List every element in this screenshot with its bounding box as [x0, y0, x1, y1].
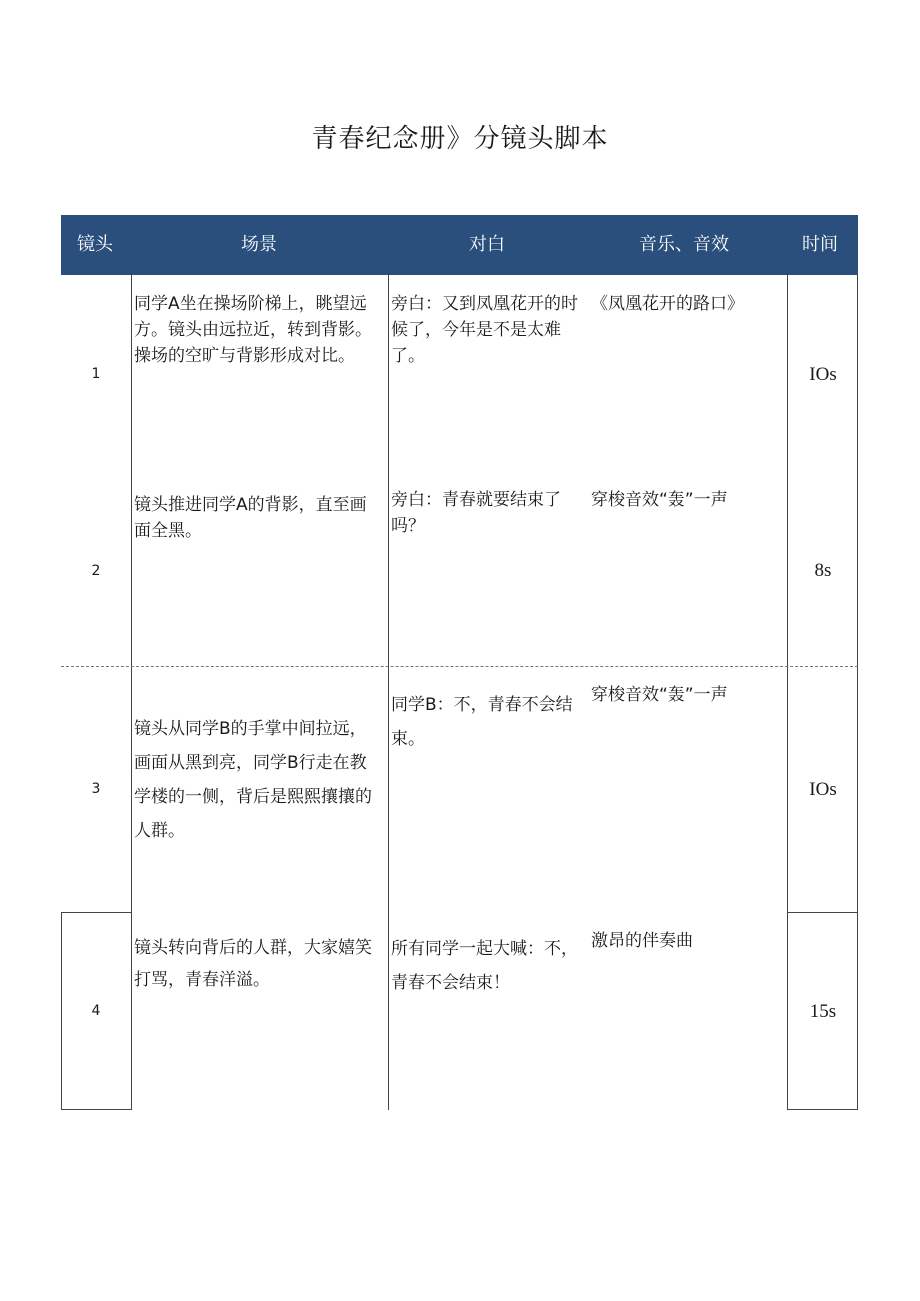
duration: IOs: [809, 779, 837, 800]
scene-text: 镜头推进同学A的背影，直至画面全黑。: [134, 495, 367, 541]
music-text: 激昂的伴奏曲: [591, 931, 693, 951]
header-scene: 场景: [241, 234, 277, 255]
duration: 8s: [814, 560, 832, 581]
header-time: 时间: [802, 234, 838, 255]
row-divider: [61, 666, 858, 667]
dialogue-text: 旁白：青春就要结束了吗？: [391, 490, 561, 536]
scene-text: 镜头转向背后的人群，大家嬉笑打骂，青春洋溢。: [134, 938, 372, 990]
music-text: 穿梭音效“轰”一声: [591, 490, 728, 510]
dialogue-text: 所有同学一起大喊：不，青春不会结束！: [391, 939, 578, 993]
grid-line: [131, 275, 132, 1110]
table-header: [61, 215, 858, 275]
music-text: 《凤凰花开的路口》: [591, 294, 744, 314]
dialogue-text: 同学B：不，青春不会结束。: [391, 695, 573, 749]
music-text: 穿梭音效“轰”一声: [591, 685, 728, 705]
dialogue-text: 旁白：又到凤凰花开的时候了，今年是不是太难了。: [391, 294, 578, 366]
row-divider: [787, 912, 858, 913]
shot-number: 4: [91, 1003, 101, 1019]
row-divider: [61, 912, 132, 913]
row-divider: [61, 1109, 132, 1110]
header-music: 音乐、音效: [639, 234, 729, 255]
scene-text: 同学A坐在操场阶梯上，眺望远方。镜头由远拉近，转到背影。操场的空旷与背影形成对比。: [134, 294, 372, 366]
shot-number: 2: [91, 563, 101, 579]
row-divider: [787, 1109, 858, 1110]
duration: 15s: [809, 1001, 837, 1022]
duration: IOs: [809, 364, 837, 385]
grid-line: [857, 275, 858, 1110]
grid-line: [388, 275, 389, 1110]
header-dialogue: 对白: [469, 234, 505, 255]
shot-number: 3: [91, 781, 101, 797]
page-title: 青春纪念册》分镜头脚本: [311, 124, 609, 154]
shot-number: 1: [91, 366, 101, 382]
scene-text: 镜头从同学B的手掌中间拉远，画面从黑到亮，同学B行走在教学楼的一侧，背后是熙熙攘攘的人群。: [134, 719, 372, 841]
grid-line: [787, 275, 788, 1110]
header-shot: 镜头: [77, 234, 113, 255]
